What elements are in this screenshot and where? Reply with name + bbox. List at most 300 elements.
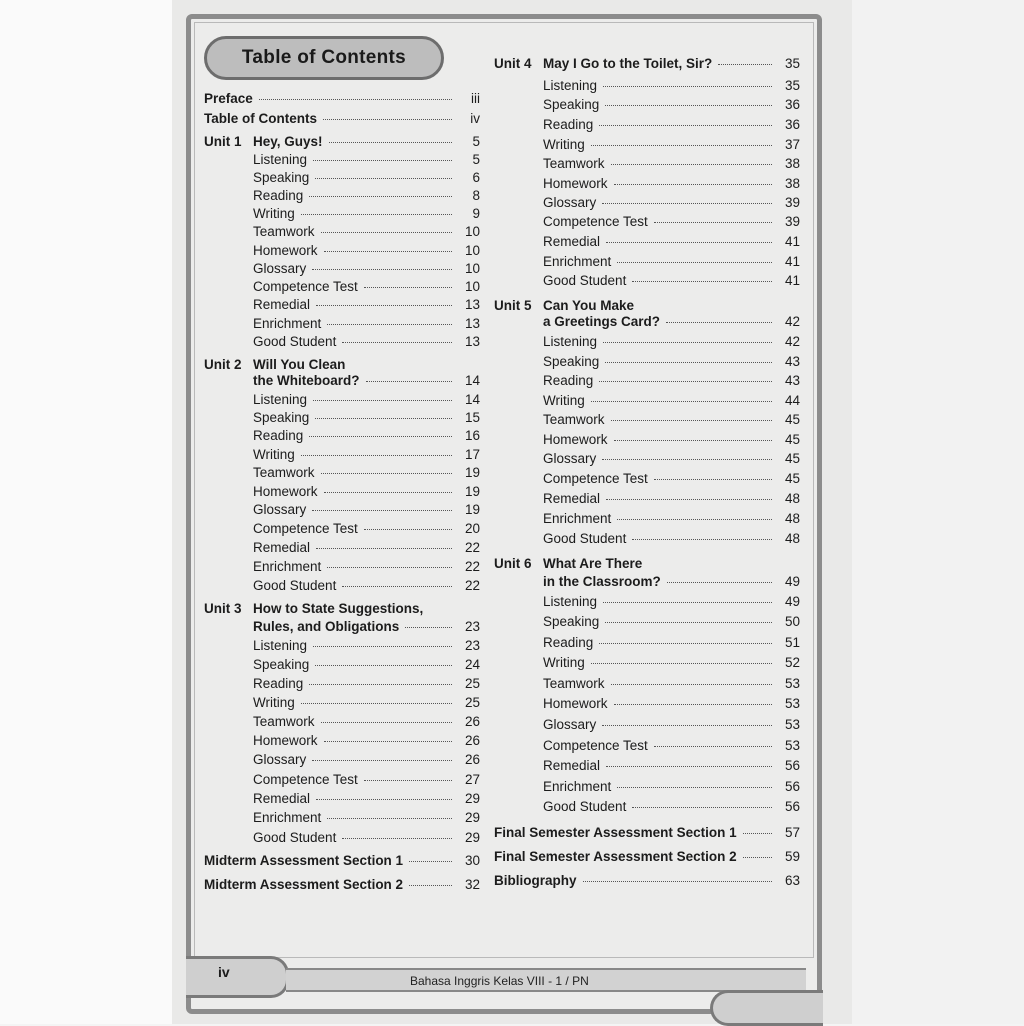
toc-entry [543,696,800,711]
toc-entry-title: the Whiteboard? [253,373,360,388]
toc-page-number: iv [470,111,480,126]
toc-entry-title: Writing [253,447,295,462]
toc-leader-dots [603,86,772,87]
toc-entry [494,873,800,888]
footer-book-title: Bahasa Inggris Kelas VIII - 1 / PN [410,974,589,988]
toc-entry-title: Listening [543,78,598,93]
toc-leader-dots [309,684,452,685]
toc-page-number: 26 [464,733,480,748]
toc-entry [253,224,480,239]
toc-leader-dots [316,548,452,549]
toc-page-number: 48 [784,511,800,526]
toc-page-number: 13 [464,297,480,312]
toc-leader-dots [329,142,452,143]
toc-leader-dots [605,105,772,106]
toc-entry [494,825,800,840]
toc-entry [253,279,480,294]
toc-entry-title: Speaking [543,97,600,112]
toc-leader-dots [632,281,772,282]
toc-entry-title: Writing [253,206,295,221]
toc-entry [253,695,480,710]
toc-leader-dots [599,381,772,382]
toc-entry [543,432,800,447]
toc-page-number: 20 [464,521,480,536]
toc-entry-title: Speaking [543,354,600,369]
toc-leader-dots [654,746,772,747]
toc-entry [253,619,480,634]
toc-entry-title: Glossary [543,451,597,466]
toc-leader-dots [315,418,452,419]
toc-leader-dots [591,145,772,146]
toc-entry-title: Competence Test [543,471,648,486]
toc-entry-title: Midterm Assessment Section 1 [204,853,404,868]
toc-entry [253,373,480,388]
toc-entry [253,334,480,349]
toc-page-number: 26 [464,714,480,729]
toc-leader-dots [617,519,772,520]
toc-leader-dots [327,818,452,819]
toc-entry-title: Homework [253,484,318,499]
toc-page-number: 22 [464,559,480,574]
toc-leader-dots [313,646,452,647]
toc-leader-dots [617,787,772,788]
toc-leader-dots [313,400,452,401]
toc-page-number: 29 [464,791,480,806]
toc-leader-dots [342,586,452,587]
toc-leader-dots [315,665,452,666]
toc-leader-dots [666,322,772,323]
toc-entry [253,810,480,825]
toc-entry-title: Reading [253,676,304,691]
toc-entry-title: May I Go to the Toilet, Sir? [543,56,713,71]
toc-entry [253,410,480,425]
toc-entry [204,877,480,892]
toc-leader-dots [614,184,772,185]
toc-entry [204,853,480,868]
toc-leader-dots [605,622,772,623]
toc-page-number: 38 [784,176,800,191]
toc-entry [204,91,480,106]
toc-entry [253,170,480,185]
toc-leader-dots [606,499,772,500]
toc-entry [543,594,800,609]
toc-leader-dots [309,436,452,437]
toc-entry-title: Reading [253,188,304,203]
toc-leader-dots [602,459,772,460]
toc-entry [253,484,480,499]
toc-leader-dots [323,119,452,120]
toc-entry [543,758,800,773]
toc-entry [543,354,800,369]
toc-entry-title: Reading [253,428,304,443]
toc-entry [543,393,800,408]
toc-entry [543,117,800,132]
toc-entry [543,655,800,670]
toc-entry-title: Competence Test [543,214,648,229]
toc-entry-title: Remedial [543,491,601,506]
toc-page-number: 32 [464,877,480,892]
toc-page-number: 26 [464,752,480,767]
toc-page-number: 49 [784,574,800,589]
toc-entry-title: Teamwork [543,412,605,427]
toc-page-number: 38 [784,156,800,171]
toc-entry-title: Midterm Assessment Section 2 [204,877,404,892]
toc-entry-title: Writing [253,695,295,710]
toc-entry [253,465,480,480]
toc-entry [253,578,480,593]
toc-title: Table of Contents [241,47,407,68]
toc-entry [543,97,800,112]
toc-page-number: 14 [464,373,480,388]
toc-entry [543,491,800,506]
toc-entry-title: a Greetings Card? [543,314,661,329]
toc-leader-dots [321,473,452,474]
toc-leader-dots [614,704,772,705]
toc-page-number: 43 [784,354,800,369]
toc-entry-title: Glossary [253,752,307,767]
toc-entry [543,195,800,210]
toc-entry [253,752,480,767]
toc-unit-label: Unit 3 [204,601,242,616]
toc-page-number: 42 [784,314,800,329]
toc-page-number: 51 [784,635,800,650]
toc-entry [543,738,800,753]
toc-page-number: 45 [784,451,800,466]
toc-entry [253,521,480,536]
toc-page-number: 19 [464,465,480,480]
toc-leader-dots [312,760,452,761]
toc-page-number: 53 [784,738,800,753]
toc-entry [253,188,480,203]
toc-leader-dots [599,643,772,644]
toc-entry-title: Writing [543,137,585,152]
toc-entry-title: Competence Test [543,738,648,753]
toc-page-number: 39 [784,195,800,210]
toc-page-number: 16 [464,428,480,443]
toc-entry [543,373,800,388]
toc-entry-title: Teamwork [543,676,605,691]
toc-entry-title: Teamwork [253,465,315,480]
toc-entry [494,556,800,571]
toc-entry [543,176,800,191]
toc-leader-dots [301,455,452,456]
toc-entry [543,676,800,691]
toc-entry-title: Reading [543,635,594,650]
toc-leader-dots [599,125,772,126]
toc-unit-label: Unit 5 [494,298,532,313]
toc-page-number: 27 [464,772,480,787]
toc-leader-dots [327,324,452,325]
toc-leader-dots [301,214,452,215]
toc-entry [204,601,480,616]
toc-entry-title: Bibliography [494,873,577,888]
toc-entry-title: Homework [253,733,318,748]
toc-entry-title: Reading [543,373,594,388]
toc-entry-title: Speaking [253,170,310,185]
toc-entry-title: Homework [543,176,608,191]
toc-entry-title: Competence Test [253,521,358,536]
toc-entry-title: Good Student [253,334,337,349]
toc-leader-dots [611,420,772,421]
toc-entry-title: Teamwork [253,224,315,239]
toc-page-number: 45 [784,412,800,427]
toc-page-number: 19 [464,484,480,499]
toc-leader-dots [603,342,772,343]
toc-entry-title: Reading [543,117,594,132]
toc-entry [253,297,480,312]
toc-page-number: 35 [784,78,800,93]
toc-entry [253,540,480,555]
toc-leader-dots [316,305,452,306]
toc-page-number: 14 [464,392,480,407]
toc-page-number: 56 [784,779,800,794]
toc-page-number: 59 [784,849,800,864]
toc-entry [543,779,800,794]
toc-entry-title: Writing [543,393,585,408]
toc-entry [253,559,480,574]
toc-page-number: 53 [784,717,800,732]
toc-leader-dots [606,766,772,767]
toc-page-number: 48 [784,531,800,546]
toc-leader-dots [591,663,772,664]
toc-leader-dots [342,838,452,839]
toc-leader-dots [324,251,452,252]
toc-entry-title: Enrichment [543,254,612,269]
toc-page-number: 13 [464,316,480,331]
toc-leader-dots [309,196,452,197]
toc-entry [253,206,480,221]
toc-entry-title: Glossary [253,502,307,517]
toc-entry [253,447,480,462]
toc-leader-dots [405,627,452,628]
background-right [852,0,1024,1024]
toc-leader-dots [743,833,772,834]
toc-page-number: 10 [464,224,480,239]
toc-entry [253,152,480,167]
toc-entry [543,214,800,229]
footer-page-tab [186,956,289,998]
toc-leader-dots [605,362,772,363]
toc-entry-title: Remedial [543,758,601,773]
toc-page-number: 44 [784,393,800,408]
toc-page-number: 45 [784,471,800,486]
toc-leader-dots [654,222,772,223]
toc-page-number: 23 [464,638,480,653]
toc-entry [543,254,800,269]
toc-entry [253,772,480,787]
toc-leader-dots [342,342,452,343]
toc-page-number: 52 [784,655,800,670]
toc-entry [543,635,800,650]
toc-page-number: 10 [464,243,480,258]
toc-page-number: 30 [464,853,480,868]
toc-page-number: 8 [472,188,480,203]
toc-page-number: 63 [784,873,800,888]
toc-page-number: 10 [464,261,480,276]
toc-entry-title: Good Student [253,578,337,593]
toc-page-number: 25 [464,676,480,691]
toc-entry [253,316,480,331]
toc-leader-dots [312,269,452,270]
toc-page-number: 42 [784,334,800,349]
toc-entry-title: Remedial [253,540,311,555]
toc-entry [494,56,800,71]
toc-page-number: 56 [784,799,800,814]
toc-leader-dots [324,741,452,742]
toc-entry-title: Enrichment [253,810,322,825]
toc-leader-dots [259,99,452,100]
toc-entry [543,471,800,486]
toc-entry [253,638,480,653]
toc-page-number: 57 [784,825,800,840]
toc-entry-title: Listening [543,594,598,609]
toc-entry [253,733,480,748]
toc-page-number: 17 [464,447,480,462]
toc-entry-title: Will You Clean [253,357,346,372]
toc-entry [543,78,800,93]
toc-unit-label: Unit 1 [204,134,242,149]
toc-page-number: 56 [784,758,800,773]
toc-page-number: 29 [464,810,480,825]
toc-entry-title: Listening [253,392,308,407]
toc-leader-dots [301,703,452,704]
toc-page-number: 43 [784,373,800,388]
toc-page-number: 53 [784,696,800,711]
toc-entry [543,314,800,329]
toc-entry-title: Teamwork [253,714,315,729]
toc-entry [543,412,800,427]
toc-entry [543,717,800,732]
toc-entry [543,531,800,546]
toc-entry [543,334,800,349]
toc-page-number: 5 [472,134,480,149]
toc-leader-dots [602,203,772,204]
toc-entry-title: Rules, and Obligations [253,619,400,634]
toc-entry-title: Homework [253,243,318,258]
toc-entry-title: Table of Contents [204,111,317,126]
toc-entry [543,614,800,629]
toc-leader-dots [632,807,772,808]
toc-entry [253,502,480,517]
toc-entry [253,791,480,806]
toc-unit-label: Unit 2 [204,357,242,372]
toc-leader-dots [364,780,452,781]
toc-entry-title: Good Student [543,531,627,546]
toc-leader-dots [364,287,452,288]
toc-leader-dots [591,401,772,402]
toc-entry [543,137,800,152]
toc-entry [253,428,480,443]
toc-page-number: iii [471,91,480,106]
toc-page-number: 53 [784,676,800,691]
toc-leader-dots [611,684,772,685]
toc-page-number: 39 [784,214,800,229]
toc-leader-dots [583,881,772,882]
toc-leader-dots [632,539,772,540]
toc-page-number: 49 [784,594,800,609]
toc-page-number: 41 [784,234,800,249]
toc-entry [543,799,800,814]
toc-entry [543,574,800,589]
toc-leader-dots [606,242,772,243]
toc-title-banner [204,36,444,80]
toc-page-number: 22 [464,578,480,593]
toc-entry-title: Enrichment [253,559,322,574]
toc-leader-dots [602,725,772,726]
toc-page-number: 15 [464,410,480,425]
toc-page-number: 48 [784,491,800,506]
toc-entry-title: Teamwork [543,156,605,171]
toc-leader-dots [654,479,772,480]
toc-leader-dots [617,262,772,263]
toc-entry-title: in the Classroom? [543,574,661,589]
toc-leader-dots [312,510,452,511]
toc-page-number: 22 [464,540,480,555]
toc-leader-dots [321,232,452,233]
toc-page-number: 41 [784,273,800,288]
toc-entry-title: Glossary [543,717,597,732]
toc-entry-title: Enrichment [253,316,322,331]
toc-leader-dots [366,381,453,382]
toc-entry-title: Listening [253,638,308,653]
footer-end-tab [710,990,823,1026]
toc-leader-dots [321,722,452,723]
toc-entry [494,849,800,864]
toc-leader-dots [611,164,772,165]
toc-entry [543,511,800,526]
toc-entry [253,261,480,276]
toc-entry-title: Competence Test [253,279,358,294]
toc-entry-title: Remedial [253,791,311,806]
toc-entry-title: Competence Test [253,772,358,787]
toc-entry [543,156,800,171]
toc-leader-dots [603,602,772,603]
toc-page-number: 25 [464,695,480,710]
toc-page-number: 23 [464,619,480,634]
toc-entry-title: Good Student [253,830,337,845]
toc-entry [253,392,480,407]
toc-entry-title: Preface [204,91,253,106]
toc-entry-title: Writing [543,655,585,670]
toc-entry-title: Hey, Guys! [253,134,323,149]
toc-entry-title: Good Student [543,273,627,288]
toc-page-number: 50 [784,614,800,629]
toc-page-number: 45 [784,432,800,447]
toc-entry-title: Remedial [253,297,311,312]
toc-entry-title: Good Student [543,799,627,814]
toc-entry [253,676,480,691]
toc-page-number: 37 [784,137,800,152]
toc-leader-dots [315,178,452,179]
toc-page-number: 9 [472,206,480,221]
toc-entry [543,273,800,288]
toc-page-number: 24 [464,657,480,672]
toc-entry-title: Final Semester Assessment Section 1 [494,825,737,840]
toc-leader-dots [743,857,772,858]
toc-entry-title: Enrichment [543,511,612,526]
page-number: iv [218,964,230,980]
toc-leader-dots [324,492,452,493]
toc-entry-title: Glossary [543,195,597,210]
toc-leader-dots [614,440,772,441]
toc-leader-dots [409,861,452,862]
toc-entry [253,830,480,845]
toc-entry-title: What Are There [543,556,643,571]
toc-page-number: 41 [784,254,800,269]
background-left [0,0,172,1024]
toc-entry-title: Enrichment [543,779,612,794]
toc-unit-label: Unit 4 [494,56,532,71]
